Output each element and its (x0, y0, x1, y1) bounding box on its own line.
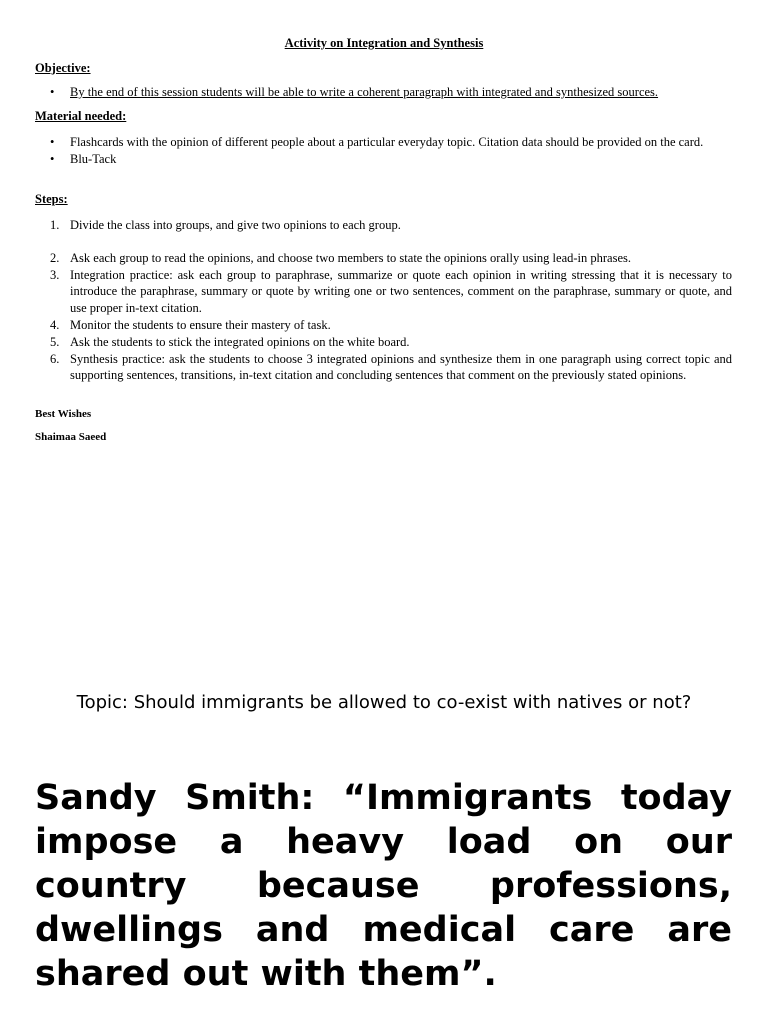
step-text: Ask each group to read the opinions, and choose two members to state the opinions orally using lead-in phrases. (70, 250, 631, 265)
list-item (35, 84, 732, 101)
steps-list (35, 217, 732, 384)
material-text: Flashcards with the opinion of different people about a particular everyday topic. Citation data should be provided on the card. (70, 135, 704, 149)
document-title: Activity on Integration and Synthesis (284, 36, 484, 50)
step-number: 4. (50, 317, 60, 332)
step-text: Monitor the students to ensure their mastery of task. (70, 317, 331, 332)
materials-heading: Material needed: (35, 109, 127, 123)
list-item (35, 334, 732, 351)
objective-list (35, 84, 732, 101)
list-item (35, 151, 732, 168)
steps-heading: Steps: (35, 192, 68, 206)
step-text: Ask the students to stick the integrated opinions on the white board. (70, 334, 410, 349)
flashcard-topic: Topic: Should immigrants be allowed to co-exist with natives or not? (76, 692, 692, 713)
step-number: 5. (50, 334, 60, 349)
step-number: 1. (50, 218, 60, 232)
step-number: 3. (50, 267, 60, 282)
list-item (35, 134, 732, 151)
list-item (35, 250, 732, 267)
list-item (35, 351, 732, 385)
author-name: Shaimaa Saeed (35, 431, 107, 443)
list-item (35, 317, 732, 334)
step-text: Synthesis practice: ask the students to choose 3 integrated opinions and synthesize them in one paragraph using correct topic and supporting sentences, transitions, in-text citation and concluding sentences that comment on the previously stated opinions. (70, 351, 732, 383)
step-text: Divide the class into groups, and give two opinions to each group. (70, 218, 401, 232)
materials-list (35, 134, 732, 168)
material-text: Blu-Tack (70, 151, 117, 166)
objective-heading: Objective: (35, 61, 91, 75)
list-item (35, 267, 732, 317)
step-number: 6. (50, 351, 60, 366)
flashcard-quote: Sandy Smith: “Immigrants today impose a heavy load on our country because professions, dwellings and medical care are shared out with them”. (35, 778, 732, 994)
step-text: Integration practice: ask each group to paraphrase, summarize or quote each opinion in writing stressing that it is necessary to introduce the paraphrase, summary or quote by writing one or two sentences, comment on the paraphrase, summary or quote, and use proper in-text citation. (70, 267, 732, 316)
closing-text: Best Wishes (35, 408, 92, 420)
step-number: 2. (50, 250, 60, 265)
objective-text: By the end of this session students will be able to write a coherent paragraph with integrated and synthesized sources. (70, 85, 659, 99)
list-item (35, 217, 732, 234)
